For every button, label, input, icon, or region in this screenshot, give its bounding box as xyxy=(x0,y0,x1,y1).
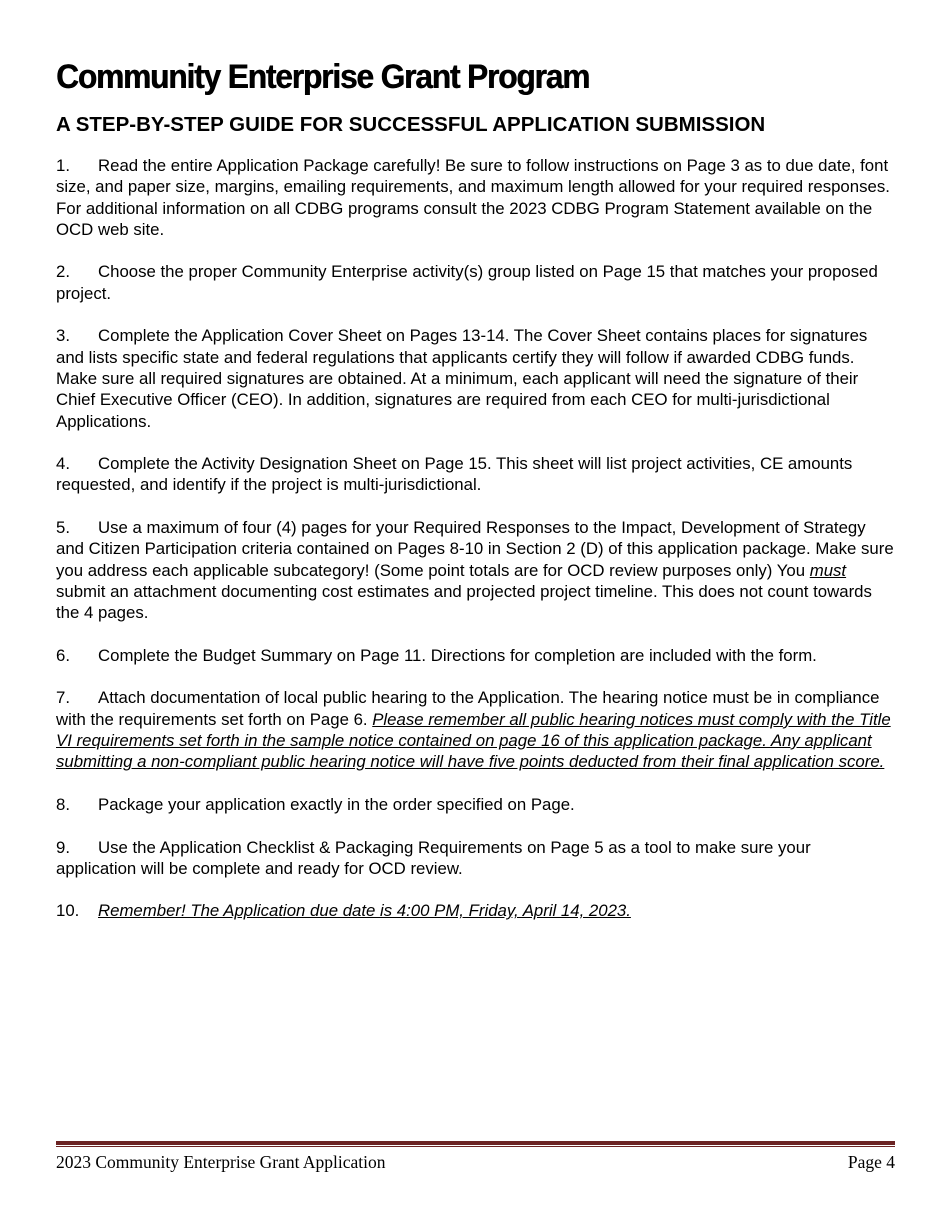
step-text: Choose the proper Community Enterprise activity(s) group listed on Page 15 that matches your proposed project. xyxy=(56,262,878,303)
page-title: Community Enterprise Grant Program xyxy=(56,58,590,96)
step-text: Attach documentation of local public hearing to the Application. The hearing notice must be in compliance with the requirements set forth on Page 6. xyxy=(56,688,880,729)
step-item-7 xyxy=(56,687,894,772)
step-text: Complete the Application Cover Sheet on Pages 13-14. The Cover Sheet contains places for signatures and lists specific state and federal regulations that applicants certify they will follow if awarded CDBG funds. Make sure all required signatures are obtained. At a minimum, each applicant will need the signature of their Chief Executive Officer (CEO). In addition, signatures are required from each CEO for multi-jurisdictional Applications. xyxy=(56,326,868,431)
footer-divider-thick xyxy=(56,1141,895,1145)
step-text: Package your application exactly in the order specified on Page. xyxy=(98,794,575,814)
step-number: 9. xyxy=(56,837,70,857)
step-item-10 xyxy=(56,900,894,921)
step-list xyxy=(56,155,894,922)
step-item-8 xyxy=(56,794,894,815)
step-text: Use the Application Checklist & Packaging Requirements on Page 5 as a tool to make sure your application will be complete and ready for OCD review. xyxy=(56,837,811,878)
step-item-5 xyxy=(56,517,894,623)
footer-page-number: Page 4 xyxy=(847,1152,895,1172)
page-subtitle: A STEP-BY-STEP GUIDE FOR SUCCESSFUL APPLICATION SUBMISSION xyxy=(56,113,766,136)
step-emphasis: Please remember all public hearing notices must comply with the Title VI requirements set forth in the sample notice contained on page 16 of this application package. Any applicant submitting a non-compliant public hearing notice will have five points deducted from their final application score. xyxy=(56,709,891,772)
step-item-2 xyxy=(56,261,894,304)
step-emphasis: must xyxy=(809,560,847,580)
step-text-continued: submit an attachment documenting cost estimates and projected project timeline. This does not count towards the 4 pages. xyxy=(56,581,872,623)
document-page xyxy=(56,56,894,943)
step-text: Use a maximum of four (4) pages for your Required Responses to the Impact, Development of Strategy and Citizen Participation criteria contained on Pages 8-10 in Section 2 (D) of this application package. Make sure you address each applicable subcategory! (Some point totals are for OCD review purposes only) You xyxy=(56,518,894,580)
step-number: 5. xyxy=(56,518,70,538)
step-item-1 xyxy=(56,155,894,240)
step-item-6 xyxy=(56,645,894,666)
step-number: 2. xyxy=(56,262,70,282)
step-number: 8. xyxy=(56,794,70,814)
step-number: 6. xyxy=(56,645,70,665)
step-number: 4. xyxy=(56,454,70,474)
step-text: Read the entire Application Package carefully! Be sure to follow instructions on Page 3 as to due date, font size, and paper size, margins, emailing requirements, and maximum length allowed for your required responses. For additional information on all CDBG programs consult the 2023 CDBG Program Statement available on the OCD web site. xyxy=(56,156,890,239)
step-item-9 xyxy=(56,837,894,880)
footer-divider xyxy=(56,1141,895,1147)
page-footer xyxy=(56,1151,895,1173)
step-text: Complete the Budget Summary on Page 11. Directions for completion are included with the form. xyxy=(98,645,817,665)
step-number: 3. xyxy=(56,326,70,346)
footer-divider-thin xyxy=(56,1146,895,1147)
step-number: 10. xyxy=(56,901,80,921)
step-number: 1. xyxy=(56,156,70,175)
footer-document-title: 2023 Community Enterprise Grant Application xyxy=(56,1152,386,1172)
step-item-3 xyxy=(56,325,894,431)
step-emphasis: Remember! The Application due date is 4:00 PM, Friday, April 14, 2023. xyxy=(98,901,631,921)
step-item-4 xyxy=(56,453,894,496)
step-number: 7. xyxy=(56,688,70,708)
step-text: Complete the Activity Designation Sheet on Page 15. This sheet will list project activities, CE amounts requested, and identify if the project is multi-jurisdictional. xyxy=(56,454,853,495)
